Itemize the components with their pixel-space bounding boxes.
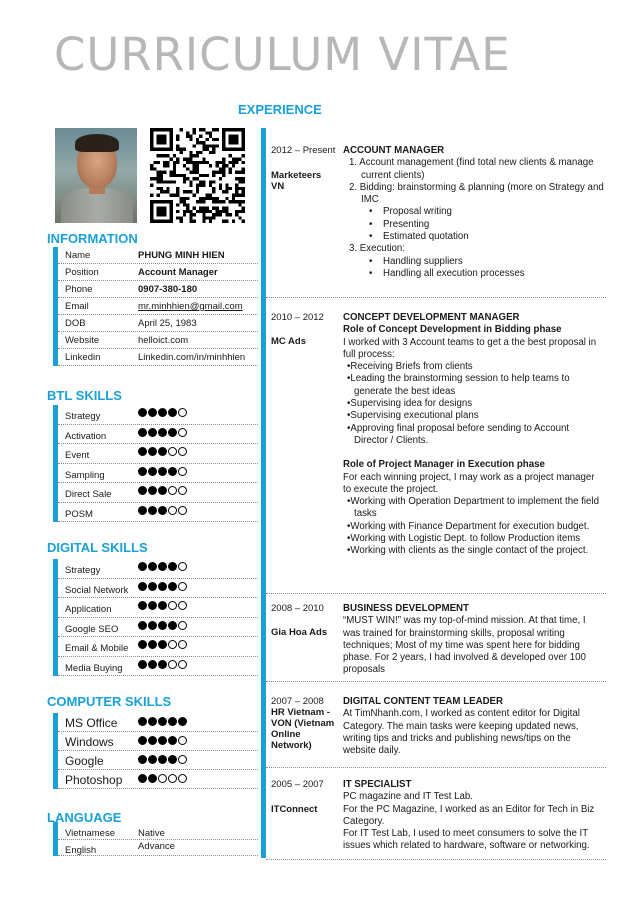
skill-row (58, 657, 258, 677)
exp-bullet: • Working with Logistic Dept. to follow Production items (347, 533, 605, 545)
rating-dot-filled (138, 640, 147, 649)
skill-rating (138, 562, 187, 571)
exp-role: CONCEPT DEVELOPMENT MANAGER (343, 312, 520, 323)
skill-name: POSM (65, 508, 93, 520)
skill-name: Activation (65, 430, 107, 442)
rating-dot-filled (158, 640, 167, 649)
exp-bullet: • Leading the brainstorming session to help teams to generate the best ideas (347, 373, 605, 398)
info-row-linkedin (58, 349, 258, 366)
rating-dot-filled (148, 601, 157, 610)
rating-dot-filled (138, 408, 147, 417)
rating-dot-empty (178, 736, 187, 745)
btl-skills-list (53, 405, 258, 522)
exp-date: 2005 – 2007 (271, 779, 324, 790)
rating-dot-empty (178, 562, 187, 571)
info-row-dob (58, 315, 258, 332)
language-name: Vietnamese (65, 828, 115, 839)
section-heading-computer-skills: COMPUTER SKILLS (47, 694, 172, 709)
rating-dot-filled (158, 621, 167, 630)
section-heading-digital-skills: DIGITAL SKILLS (47, 540, 148, 555)
rating-dot-empty (178, 582, 187, 591)
skill-name: Photoshop (65, 773, 123, 787)
rating-dot-filled (138, 582, 147, 591)
info-value: Account Manager (138, 267, 218, 278)
rating-dot-filled (148, 408, 157, 417)
exp-bullet: • Supervising executional plans (347, 410, 605, 422)
skill-row (58, 618, 258, 638)
exp-item: 3. Execution: (349, 243, 406, 255)
rating-dot-empty (178, 601, 187, 610)
info-label: Phone (65, 284, 93, 295)
rating-dot-empty (178, 486, 187, 495)
rating-dot-filled (138, 467, 147, 476)
exp-item: 2. Bidding: brainstorming & planning (more on Strategy and IMC (349, 181, 604, 206)
exp-bullet: • Working with Finance Department for execution budget. (347, 521, 605, 533)
exp-text: At TimNhanh.com, I worked as content editor for Digital Category. The main tasks were keeping updated news, writing tips and tricks and publishing news/tips on the website daily. (343, 708, 580, 757)
rating-dot-empty (178, 428, 187, 437)
rating-dot-filled (138, 774, 147, 783)
rating-dot-empty (178, 506, 187, 515)
info-label: Position (65, 267, 99, 278)
exp-bullet: • Approving final proposal before sending to Account Director / Clients. (347, 423, 605, 448)
rating-dot-filled (158, 582, 167, 591)
experience-entry (266, 312, 606, 594)
rating-dot-empty (168, 660, 177, 669)
rating-dot-filled (148, 447, 157, 456)
skill-rating (138, 621, 187, 630)
rating-dot-filled (138, 486, 147, 495)
rating-dot-filled (158, 408, 167, 417)
rating-dot-filled (138, 447, 147, 456)
info-row-name (58, 247, 258, 264)
rating-dot-empty (178, 447, 187, 456)
skill-name: MS Office (65, 716, 118, 730)
skill-row (58, 464, 258, 484)
skill-row (58, 559, 258, 579)
skill-rating (138, 428, 187, 437)
skill-rating (138, 467, 187, 476)
skill-name: Email & Mobile (65, 643, 129, 654)
info-value: 0907-380-180 (138, 284, 198, 295)
skill-name: Application (65, 604, 112, 615)
rating-dot-filled (148, 506, 157, 515)
rating-dot-filled (158, 447, 167, 456)
skill-rating (138, 582, 187, 591)
info-row-website (58, 332, 258, 349)
rating-dot-empty (178, 640, 187, 649)
skill-row (58, 732, 258, 751)
exp-subitem: • Estimated quotation (369, 231, 605, 243)
rating-dot-filled (138, 562, 147, 571)
skill-rating (138, 717, 187, 726)
exp-bullet: • Working with Operation Department to implement the field tasks (347, 496, 605, 521)
rating-dot-filled (138, 717, 147, 726)
exp-role: BUSINESS DEVELOPMENT (343, 603, 469, 614)
skill-row (58, 637, 258, 657)
skill-row (58, 770, 258, 789)
rating-dot-filled (148, 562, 157, 571)
rating-dot-filled (148, 717, 157, 726)
exp-bullet: • Receiving Briefs from clients (347, 361, 605, 373)
skill-rating (138, 736, 187, 745)
rating-dot-filled (158, 486, 167, 495)
exp-text: For each winning project, I may work as a project manager to execute the project. (343, 471, 595, 495)
skill-name: Google SEO (65, 623, 119, 635)
skill-name: Strategy (65, 411, 101, 422)
rating-dot-empty (168, 506, 177, 515)
language-level: Advance (138, 841, 175, 852)
exp-subitem: • Presenting (369, 219, 605, 231)
rating-dot-filled (138, 621, 147, 630)
rating-dot-empty (178, 467, 187, 476)
rating-dot-filled (158, 601, 167, 610)
digital-skills-list (53, 559, 258, 676)
info-row-email (58, 298, 258, 315)
rating-dot-empty (168, 486, 177, 495)
rating-dot-empty (168, 447, 177, 456)
section-heading-information: INFORMATION (47, 231, 138, 246)
info-row-phone (58, 281, 258, 298)
rating-dot-filled (168, 562, 177, 571)
exp-company: Marketeers VN (271, 170, 322, 192)
rating-dot-filled (148, 621, 157, 630)
rating-dot-filled (158, 717, 167, 726)
skill-rating (138, 408, 187, 417)
exp-text: I worked with 3 Account teams to get a the best proposal in full process: (343, 336, 597, 360)
language-name: English (65, 845, 97, 856)
exp-role: IT SPECIALIST (343, 779, 412, 790)
skill-rating (138, 774, 187, 783)
exp-company: HR Vietnam - VON (Vietnam Online Network) (271, 707, 335, 751)
experience-entry (266, 145, 606, 298)
rating-dot-filled (178, 717, 187, 726)
skill-name: Strategy (65, 565, 101, 576)
rating-dot-empty (168, 601, 177, 610)
rating-dot-empty (178, 660, 187, 669)
skill-rating (138, 447, 187, 456)
language-row (58, 840, 258, 856)
exp-bullet: • Supervising idea for designs (347, 398, 605, 410)
exp-company: Gia Hoa Ads (271, 627, 328, 638)
skill-name: Windows (65, 735, 114, 749)
skill-row (58, 503, 258, 523)
rating-dot-filled (148, 774, 157, 783)
skill-row (58, 425, 258, 445)
exp-subrole: Role of Concept Development in Bidding phase (343, 324, 562, 336)
qr-code-icon (150, 128, 245, 223)
email-link[interactable]: mr.minhhien@gmail.com (138, 301, 243, 312)
skill-rating (138, 506, 187, 515)
language-row (58, 822, 258, 840)
rating-dot-filled (138, 428, 147, 437)
rating-dot-filled (168, 467, 177, 476)
rating-dot-filled (148, 467, 157, 476)
exp-bullet: • Working with clients as the single contact of the project. (347, 545, 605, 557)
rating-dot-filled (168, 736, 177, 745)
rating-dot-filled (168, 428, 177, 437)
exp-date: 2012 – Present (271, 145, 336, 156)
section-heading-btl-skills: BTL SKILLS (47, 388, 122, 403)
experience-entry (266, 779, 606, 860)
rating-dot-empty (178, 621, 187, 630)
skill-name: Social Network (65, 584, 129, 596)
rating-dot-filled (148, 640, 157, 649)
section-heading-language: LANGUAGE (47, 810, 122, 825)
rating-dot-filled (148, 755, 157, 764)
rating-dot-filled (158, 736, 167, 745)
rating-dot-filled (158, 755, 167, 764)
language-level: Native (138, 828, 165, 839)
rating-dot-filled (158, 562, 167, 571)
exp-text: “MUST WIN!” was my top-of-mind mission. At that time, I was trained for brainstorming skills, proposal writing techniques; Most of my time was spent here for bidding phase. For 2 years, I had involved & developed over 100 proposals (343, 615, 586, 676)
skill-name: Google (65, 754, 104, 768)
rating-dot-filled (148, 486, 157, 495)
skill-row (58, 444, 258, 464)
info-label: DOB (65, 318, 86, 329)
experience-entry (266, 603, 606, 682)
rating-dot-filled (158, 660, 167, 669)
exp-subitem: • Handling all execution processes (369, 268, 605, 280)
rating-dot-empty (168, 640, 177, 649)
rating-dot-filled (148, 582, 157, 591)
skill-rating (138, 486, 187, 495)
profile-photo (55, 128, 137, 223)
rating-dot-filled (168, 717, 177, 726)
rating-dot-filled (168, 582, 177, 591)
rating-dot-filled (138, 660, 147, 669)
exp-subitem: • Handling suppliers (369, 256, 605, 268)
exp-subrole: Role of Project Manager in Execution phase (343, 459, 545, 471)
rating-dot-filled (138, 736, 147, 745)
rating-dot-filled (148, 736, 157, 745)
experience-heading: EXPERIENCE (238, 102, 322, 117)
rating-dot-empty (158, 774, 167, 783)
info-label: Website (65, 335, 100, 346)
rating-dot-filled (148, 660, 157, 669)
rating-dot-filled (158, 428, 167, 437)
rating-dot-filled (158, 467, 167, 476)
exp-subitem: • Proposal writing (369, 206, 605, 218)
info-value: PHUNG MINH HIEN (138, 250, 225, 261)
info-row-position (58, 264, 258, 281)
exp-company: MC Ads (271, 336, 307, 347)
skill-row (58, 405, 258, 425)
rating-dot-filled (138, 755, 147, 764)
info-label: Name (65, 250, 91, 261)
info-label: Linkedin (65, 352, 101, 363)
exp-date: 2008 – 2010 (271, 603, 324, 614)
linkedin-link[interactable]: Linkedin.com/in/minhhien (138, 352, 246, 363)
skill-row (58, 579, 258, 599)
exp-company: ITConnect (271, 804, 318, 815)
rating-dot-filled (168, 408, 177, 417)
rating-dot-filled (138, 506, 147, 515)
skill-row (58, 598, 258, 618)
rating-dot-empty (178, 755, 187, 764)
page-title: CURRICULUM VITAE (54, 28, 511, 81)
rating-dot-empty (178, 774, 187, 783)
rating-dot-empty (168, 774, 177, 783)
website-link[interactable]: helloict.com (138, 335, 189, 346)
exp-item: 1. Account management (find total new clients & manage current clients) (349, 157, 594, 181)
info-label: Email (65, 301, 89, 312)
experience-entry (266, 696, 606, 768)
rating-dot-filled (168, 621, 177, 630)
skill-rating (138, 640, 187, 649)
skill-name: Event (65, 450, 90, 461)
skill-row (58, 713, 258, 732)
skill-rating (138, 601, 187, 610)
exp-role: DIGITAL CONTENT TEAM LEADER (343, 696, 504, 707)
exp-role: ACCOUNT MANAGER (343, 145, 445, 156)
exp-text: PC magazine and IT Test Lab. For the PC Magazine, I worked as an Editor for Tech in Biz Category. For IT Test Lab, I used to meet consumers to solve the IT issues which related to hardware, software or networking. (343, 791, 595, 852)
skill-name: Sampling (65, 469, 105, 481)
exp-date: 2007 – 2008 (271, 696, 324, 707)
rating-dot-filled (148, 428, 157, 437)
skill-row (58, 751, 258, 770)
skill-name: Direct Sale (65, 489, 112, 500)
skill-rating (138, 755, 187, 764)
rating-dot-filled (158, 506, 167, 515)
rating-dot-empty (178, 408, 187, 417)
skill-rating (138, 660, 187, 669)
skill-name: Media Buying (65, 662, 123, 674)
exp-date: 2010 – 2012 (271, 312, 324, 323)
computer-skills-list (53, 713, 258, 789)
skill-row (58, 483, 258, 503)
rating-dot-filled (168, 755, 177, 764)
rating-dot-filled (138, 601, 147, 610)
info-value: April 25, 1983 (138, 318, 197, 329)
